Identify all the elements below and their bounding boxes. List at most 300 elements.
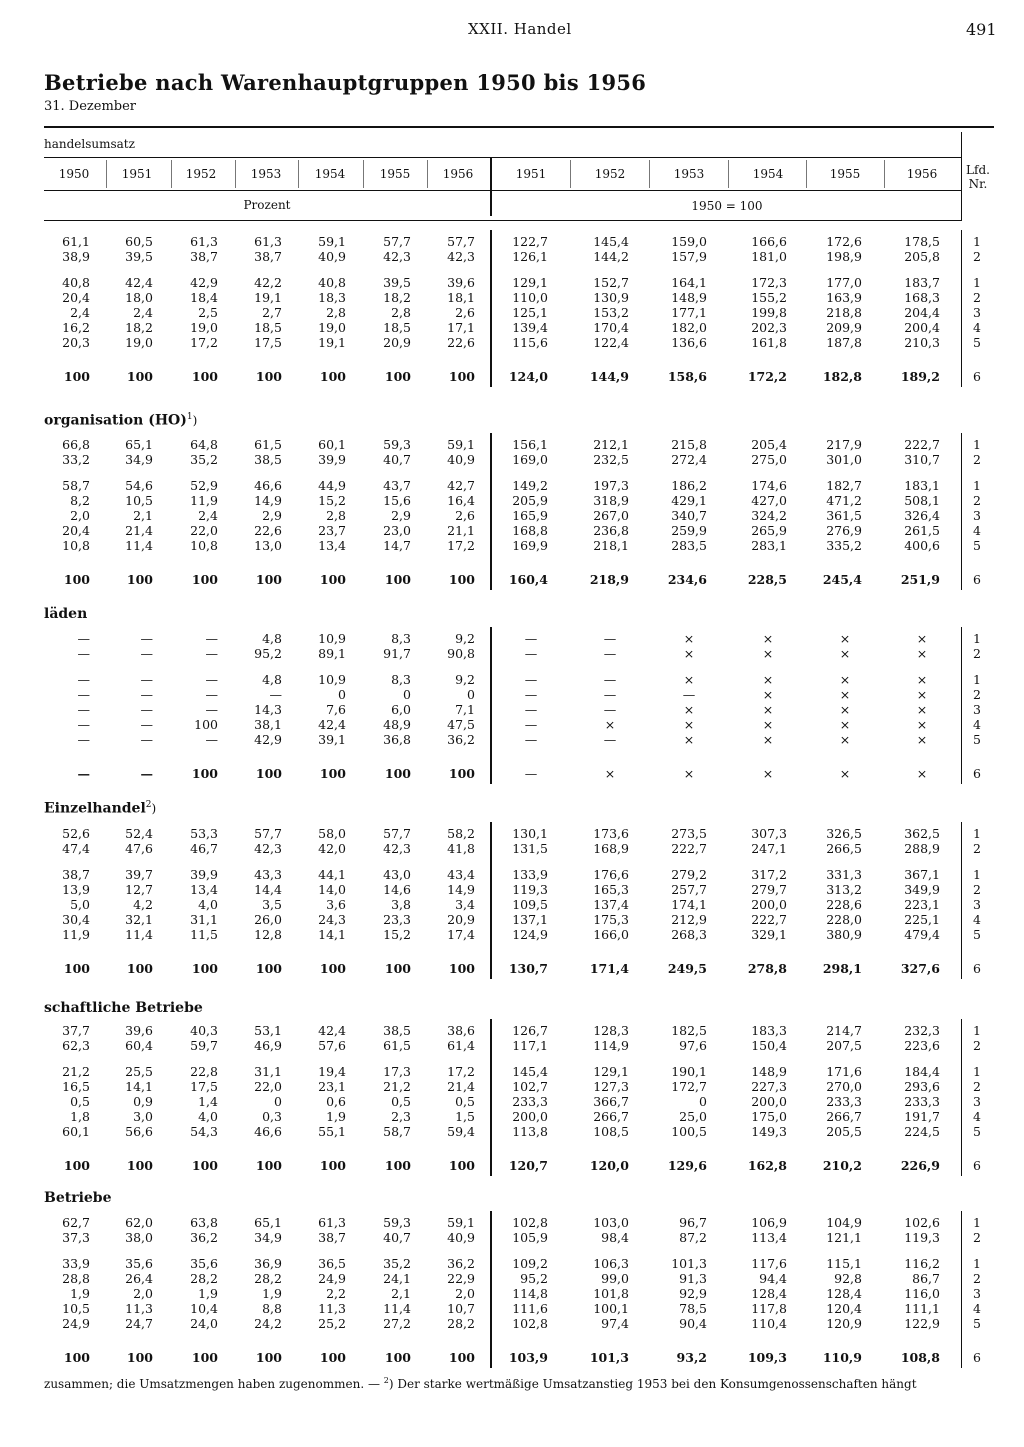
- share-cell-1952: 28,2: [190, 1271, 218, 1286]
- share-cell-1950: 20,3: [62, 335, 90, 350]
- index-cell-1954: 106,9: [751, 1215, 787, 1230]
- share-cell-1955: 100: [384, 369, 411, 384]
- col-header-index-1956: 1956: [906, 167, 938, 181]
- share-cell-1954: 0: [338, 687, 346, 702]
- index-cell-1955: ×: [839, 732, 851, 747]
- index-cell-1953: 222,7: [671, 841, 707, 856]
- share-cell-1953: 28,2: [254, 1271, 282, 1286]
- index-cell-1952: 266,7: [593, 1109, 629, 1124]
- share-cell-1955: 23,3: [383, 912, 411, 927]
- lfd-number: 1: [973, 631, 981, 646]
- share-cell-1954: 57,6: [318, 1038, 346, 1053]
- share-cell-1953: 2,7: [262, 305, 282, 320]
- share-cell-1953: 1,9: [262, 1286, 282, 1301]
- share-cell-1956: 2,6: [455, 305, 475, 320]
- section-title: [44, 412, 197, 429]
- share-cell-1954: 11,3: [318, 1301, 346, 1316]
- share-cell-1955: 42,3: [383, 841, 411, 856]
- share-cell-1954: 39,1: [318, 732, 346, 747]
- share-cell-1950: —: [77, 717, 90, 732]
- index-cell-1955: 182,7: [826, 478, 862, 493]
- share-cell-1950: —: [77, 732, 90, 747]
- share-cell-1954: 42,0: [318, 841, 346, 856]
- index-cell-1954: 427,0: [751, 493, 787, 508]
- index-cell-1952: —: [603, 672, 617, 687]
- table-row: [0, 687, 1024, 702]
- share-cell-1956: 90,8: [447, 646, 475, 661]
- share-cell-1955: 17,3: [383, 1064, 411, 1079]
- index-cell-1951: 109,2: [512, 1256, 548, 1271]
- share-cell-1956: 100: [448, 369, 475, 384]
- share-cell-1953: 34,9: [254, 1230, 282, 1245]
- index-cell-1956: ×: [916, 646, 928, 661]
- index-cell-1956: ×: [916, 631, 928, 646]
- index-cell-1951: 102,8: [512, 1316, 548, 1331]
- share-cell-1953: 0,3: [262, 1109, 282, 1124]
- index-cell-1955: ×: [839, 766, 851, 781]
- index-cell-1955: 266,7: [826, 1109, 862, 1124]
- share-cell-1956: 59,1: [447, 1215, 475, 1230]
- index-cell-1953: 177,1: [671, 305, 707, 320]
- section-title-text: schaftliche Betriebe: [44, 1000, 203, 1016]
- index-cell-1951: 156,1: [512, 437, 548, 452]
- share-cell-1952: —: [205, 732, 218, 747]
- index-cell-1951: 145,4: [512, 1064, 548, 1079]
- index-cell-1954: 148,9: [751, 1064, 787, 1079]
- index-cell-1953: 212,9: [671, 912, 707, 927]
- index-cell-1955: 335,2: [826, 538, 862, 553]
- share-cell-1956: 59,1: [447, 437, 475, 452]
- table-row: [0, 646, 1024, 661]
- share-cell-1951: 0,9: [133, 1094, 153, 1109]
- index-cell-1951: —: [524, 631, 538, 646]
- share-cell-1951: 38,0: [125, 1230, 153, 1245]
- index-cell-1953: 0: [699, 1094, 707, 1109]
- share-cell-1956: 42,3: [447, 249, 475, 264]
- index-cell-1955: 361,5: [826, 508, 862, 523]
- lfd-number: 2: [973, 687, 981, 702]
- table-row: [0, 702, 1024, 717]
- index-cell-1953: 234,6: [667, 572, 707, 587]
- share-cell-1951: 47,6: [125, 841, 153, 856]
- share-cell-1953: 61,5: [254, 437, 282, 452]
- lfd-number: 1: [973, 1215, 981, 1230]
- index-cell-1951: 115,6: [512, 335, 548, 350]
- index-cell-1956: 189,2: [900, 369, 940, 384]
- share-cell-1950: 62,3: [62, 1038, 90, 1053]
- share-cell-1954: 58,0: [318, 826, 346, 841]
- share-cell-1954: 100: [319, 961, 346, 976]
- share-cell-1956: 21,1: [447, 523, 475, 538]
- index-cell-1952: 122,4: [593, 335, 629, 350]
- index-cell-1955: 177,0: [826, 275, 862, 290]
- table-row-total: [0, 961, 1024, 976]
- share-cell-1951: 56,6: [125, 1124, 153, 1139]
- share-cell-1950: 1,8: [70, 1109, 90, 1124]
- index-cell-1955: 266,5: [826, 841, 862, 856]
- share-cell-1951: 10,5: [125, 493, 153, 508]
- share-cell-1952: 17,2: [190, 335, 218, 350]
- share-cell-1952: 22,8: [190, 1064, 218, 1079]
- table-row: [0, 1286, 1024, 1301]
- share-cell-1955: 0: [403, 687, 411, 702]
- index-cell-1951: 137,1: [512, 912, 548, 927]
- share-cell-1955: 38,5: [383, 1023, 411, 1038]
- lfd-header-text: Lfd. Nr.: [966, 163, 990, 191]
- share-cell-1951: 14,1: [125, 1079, 153, 1094]
- share-cell-1953: 13,0: [254, 538, 282, 553]
- share-cell-1951: —: [140, 631, 153, 646]
- share-cell-1954: 10,9: [318, 672, 346, 687]
- index-cell-1953: 25,0: [679, 1109, 707, 1124]
- index-cell-1952: 100,1: [593, 1301, 629, 1316]
- index-cell-1952: —: [603, 702, 617, 717]
- col-header-share-1951: 1951: [121, 167, 153, 181]
- index-cell-1952: 128,3: [593, 1023, 629, 1038]
- index-cell-1953: 164,1: [671, 275, 707, 290]
- index-cell-1951: 119,3: [512, 882, 548, 897]
- index-cell-1951: 169,0: [512, 452, 548, 467]
- index-cell-1952: 171,4: [589, 961, 629, 976]
- share-cell-1955: 15,2: [383, 927, 411, 942]
- index-cell-1952: 168,9: [593, 841, 629, 856]
- index-cell-1954: 150,4: [751, 1038, 787, 1053]
- index-cell-1952: 130,9: [593, 290, 629, 305]
- index-cell-1952: 175,3: [593, 912, 629, 927]
- share-cell-1955: 43,0: [383, 867, 411, 882]
- index-cell-1953: ×: [683, 702, 695, 717]
- section-footnote-marker: 2: [145, 800, 152, 810]
- index-cell-1952: 114,9: [593, 1038, 629, 1053]
- share-cell-1952: 100: [191, 1158, 218, 1173]
- lfd-number: 3: [973, 508, 981, 523]
- table-row: [0, 275, 1024, 290]
- index-cell-1952: 129,1: [593, 1064, 629, 1079]
- header-rule-2: [44, 190, 962, 191]
- share-cell-1956: 39,6: [447, 275, 475, 290]
- share-cell-1954: 24,3: [318, 912, 346, 927]
- index-cell-1955: 228,0: [826, 912, 862, 927]
- index-cell-1954: ×: [762, 732, 774, 747]
- index-cell-1956: 222,7: [904, 437, 940, 452]
- index-cell-1953: 91,3: [679, 1271, 707, 1286]
- share-cell-1952: 11,5: [190, 927, 218, 942]
- lfd-number: 6: [973, 766, 981, 781]
- index-cell-1953: 273,5: [671, 826, 707, 841]
- table-row: [0, 1109, 1024, 1124]
- index-cell-1956: 223,1: [904, 897, 940, 912]
- index-cell-1954: 149,3: [751, 1124, 787, 1139]
- table-row: [0, 1230, 1024, 1245]
- col-header-share-1955: 1955: [379, 167, 411, 181]
- index-cell-1956: 102,6: [904, 1215, 940, 1230]
- share-cell-1954: 44,1: [318, 867, 346, 882]
- index-cell-1952: —: [603, 687, 617, 702]
- index-cell-1951: 113,8: [512, 1124, 548, 1139]
- share-cell-1952: 1,9: [198, 1286, 218, 1301]
- share-cell-1953: 22,0: [254, 1079, 282, 1094]
- share-cell-1956: 22,6: [447, 335, 475, 350]
- share-cell-1952: 40,3: [190, 1023, 218, 1038]
- share-cell-1951: 2,0: [133, 1286, 153, 1301]
- share-cell-1956: 10,7: [447, 1301, 475, 1316]
- share-cell-1951: 21,4: [125, 523, 153, 538]
- index-cell-1953: 92,9: [679, 1286, 707, 1301]
- index-cell-1951: 122,7: [512, 234, 548, 249]
- index-cell-1952: 318,9: [593, 493, 629, 508]
- share-cell-1951: 54,6: [125, 478, 153, 493]
- table-row: [0, 1023, 1024, 1038]
- share-cell-1951: 2,4: [133, 305, 153, 320]
- index-cell-1953: 90,4: [679, 1316, 707, 1331]
- share-cell-1950: 20,4: [62, 290, 90, 305]
- share-cell-1952: 52,9: [190, 478, 218, 493]
- table-row-total: [0, 572, 1024, 587]
- share-cell-1955: 58,7: [383, 1124, 411, 1139]
- index-cell-1953: 257,7: [671, 882, 707, 897]
- share-cell-1955: 91,7: [383, 646, 411, 661]
- index-cell-1952: 197,3: [593, 478, 629, 493]
- share-cell-1955: 14,6: [383, 882, 411, 897]
- share-cell-1951: 11,4: [125, 538, 153, 553]
- share-cell-1953: 46,9: [254, 1038, 282, 1053]
- share-cell-1952: 13,4: [190, 882, 218, 897]
- lfd-number: 3: [973, 702, 981, 717]
- lfd-number: 3: [973, 897, 981, 912]
- share-cell-1951: 39,5: [125, 249, 153, 264]
- table-row: [0, 523, 1024, 538]
- index-cell-1954: 278,8: [747, 961, 787, 976]
- share-cell-1955: 14,7: [383, 538, 411, 553]
- unit-index-label: 1950 = 100: [691, 199, 763, 213]
- share-cell-1953: 31,1: [254, 1064, 282, 1079]
- index-cell-1955: 210,2: [822, 1158, 862, 1173]
- index-cell-1956: 86,7: [912, 1271, 940, 1286]
- index-cell-1956: 183,1: [904, 478, 940, 493]
- share-cell-1950: 100: [63, 369, 90, 384]
- share-cell-1955: 23,0: [383, 523, 411, 538]
- share-cell-1955: 2,1: [391, 1286, 411, 1301]
- header-col-separator: [728, 160, 729, 188]
- index-cell-1953: 148,9: [671, 290, 707, 305]
- index-cell-1954: 109,3: [747, 1350, 787, 1365]
- share-cell-1950: 21,2: [62, 1064, 90, 1079]
- share-cell-1950: 33,9: [62, 1256, 90, 1271]
- share-cell-1953: 4,8: [262, 672, 282, 687]
- footnote-text: [44, 1376, 917, 1391]
- share-cell-1953: 46,6: [254, 1124, 282, 1139]
- share-cell-1951: 42,4: [125, 275, 153, 290]
- table-row-total: [0, 766, 1024, 781]
- index-cell-1956: ×: [916, 766, 928, 781]
- table-row: [0, 249, 1024, 264]
- index-cell-1954: 175,0: [751, 1109, 787, 1124]
- share-cell-1955: 100: [384, 1350, 411, 1365]
- table-row: [0, 320, 1024, 335]
- table-row: [0, 452, 1024, 467]
- share-cell-1956: 2,6: [455, 508, 475, 523]
- index-cell-1954: 200,0: [751, 1094, 787, 1109]
- index-cell-1954: 199,8: [751, 305, 787, 320]
- share-cell-1952: 100: [191, 369, 218, 384]
- share-cell-1956: 9,2: [455, 631, 475, 646]
- share-cell-1951: 35,6: [125, 1256, 153, 1271]
- share-cell-1952: 63,8: [190, 1215, 218, 1230]
- index-cell-1955: 207,5: [826, 1038, 862, 1053]
- share-cell-1950: 37,7: [62, 1023, 90, 1038]
- index-cell-1951: 124,9: [512, 927, 548, 942]
- share-cell-1952: 61,3: [190, 234, 218, 249]
- share-cell-1951: —: [140, 646, 153, 661]
- index-cell-1955: 120,4: [826, 1301, 862, 1316]
- index-cell-1952: 144,2: [593, 249, 629, 264]
- index-cell-1952: 153,2: [593, 305, 629, 320]
- index-cell-1953: 78,5: [679, 1301, 707, 1316]
- index-cell-1951: —: [524, 732, 538, 747]
- section-title-text: läden: [44, 606, 88, 622]
- share-cell-1954: 23,1: [318, 1079, 346, 1094]
- footnote-paren: ): [192, 413, 198, 428]
- index-cell-1952: 145,4: [593, 234, 629, 249]
- share-cell-1954: 40,8: [318, 275, 346, 290]
- index-cell-1951: 110,0: [512, 290, 548, 305]
- share-cell-1950: 5,0: [70, 897, 90, 912]
- index-cell-1954: 324,2: [751, 508, 787, 523]
- share-cell-1952: 31,1: [190, 912, 218, 927]
- footnote-part-2: ) Der starke wertmäßige Umsatzanstieg 1953 bei den Konsumgenossenschaften hängt: [388, 1377, 917, 1391]
- table-row: [0, 1064, 1024, 1079]
- table-row: [0, 1271, 1024, 1286]
- index-cell-1956: 183,7: [904, 275, 940, 290]
- share-cell-1954: 10,9: [318, 631, 346, 646]
- section-title-text: Betriebe: [44, 1190, 112, 1206]
- share-cell-1953: 100: [255, 1158, 282, 1173]
- share-cell-1952: —: [205, 687, 218, 702]
- share-cell-1953: 14,3: [254, 702, 282, 717]
- index-cell-1953: ×: [683, 717, 695, 732]
- share-cell-1956: 17,2: [447, 538, 475, 553]
- lfd-number: 2: [973, 882, 981, 897]
- share-cell-1954: 60,1: [318, 437, 346, 452]
- share-cell-1953: 100: [255, 1350, 282, 1365]
- index-cell-1954: 227,3: [751, 1079, 787, 1094]
- table-row: [0, 508, 1024, 523]
- share-cell-1952: 100: [191, 766, 218, 781]
- share-cell-1954: 14,0: [318, 882, 346, 897]
- lfd-number: 3: [973, 1094, 981, 1109]
- share-cell-1950: 100: [63, 1350, 90, 1365]
- index-cell-1951: 133,9: [512, 867, 548, 882]
- index-cell-1953: —: [682, 687, 696, 702]
- share-cell-1950: —: [77, 766, 90, 781]
- table-row: [0, 538, 1024, 553]
- share-cell-1951: 19,0: [125, 335, 153, 350]
- share-cell-1956: 59,4: [447, 1124, 475, 1139]
- share-cell-1955: 27,2: [383, 1316, 411, 1331]
- share-cell-1954: 19,0: [318, 320, 346, 335]
- share-cell-1950: 52,6: [62, 826, 90, 841]
- table-row: [0, 927, 1024, 942]
- share-cell-1955: 20,9: [383, 335, 411, 350]
- index-cell-1951: 105,9: [512, 1230, 548, 1245]
- share-cell-1954: 24,9: [318, 1271, 346, 1286]
- share-cell-1954: 23,7: [318, 523, 346, 538]
- share-cell-1953: 38,7: [254, 249, 282, 264]
- index-cell-1954: 161,8: [751, 335, 787, 350]
- share-cell-1953: 38,5: [254, 452, 282, 467]
- index-cell-1954: 307,3: [751, 826, 787, 841]
- share-cell-1953: 14,9: [254, 493, 282, 508]
- share-cell-1952: 38,7: [190, 249, 218, 264]
- table-row: [0, 493, 1024, 508]
- share-cell-1956: 47,5: [447, 717, 475, 732]
- share-cell-1952: 2,5: [198, 305, 218, 320]
- index-cell-1951: 103,9: [508, 1350, 548, 1365]
- share-cell-1955: 48,9: [383, 717, 411, 732]
- table-row: [0, 437, 1024, 452]
- index-cell-1951: 200,0: [512, 1109, 548, 1124]
- index-cell-1956: 111,1: [904, 1301, 940, 1316]
- index-cell-1951: 149,2: [512, 478, 548, 493]
- index-cell-1955: 171,6: [826, 1064, 862, 1079]
- lfd-number: 5: [973, 1124, 981, 1139]
- share-cell-1956: 40,9: [447, 452, 475, 467]
- share-cell-1950: 47,4: [62, 841, 90, 856]
- share-cell-1952: 53,3: [190, 826, 218, 841]
- lfd-number: 2: [973, 1079, 981, 1094]
- share-cell-1952: 24,0: [190, 1316, 218, 1331]
- table-row: [0, 912, 1024, 927]
- share-cell-1952: 36,2: [190, 1230, 218, 1245]
- share-cell-1951: 100: [126, 1350, 153, 1365]
- lfd-number: 6: [973, 572, 981, 587]
- share-cell-1951: 100: [126, 369, 153, 384]
- index-cell-1951: 233,3: [512, 1094, 548, 1109]
- share-cell-1950: 11,9: [62, 927, 90, 942]
- share-cell-1951: 60,5: [125, 234, 153, 249]
- lfd-number: 5: [973, 335, 981, 350]
- index-cell-1954: 279,7: [751, 882, 787, 897]
- index-cell-1953: 158,6: [667, 369, 707, 384]
- share-cell-1956: 17,2: [447, 1064, 475, 1079]
- index-cell-1952: 165,3: [593, 882, 629, 897]
- share-cell-1956: 58,2: [447, 826, 475, 841]
- section-title: [44, 606, 87, 622]
- index-cell-1955: 380,9: [826, 927, 862, 942]
- index-cell-1956: 362,5: [904, 826, 940, 841]
- index-cell-1954: 155,2: [751, 290, 787, 305]
- share-cell-1955: 18,2: [383, 290, 411, 305]
- index-cell-1952: 173,6: [593, 826, 629, 841]
- share-cell-1956: 38,6: [447, 1023, 475, 1038]
- index-cell-1955: 228,6: [826, 897, 862, 912]
- share-cell-1950: 37,3: [62, 1230, 90, 1245]
- share-cell-1956: 17,1: [447, 320, 475, 335]
- col-header-index-1951: 1951: [515, 167, 547, 181]
- lfd-number: 1: [973, 437, 981, 452]
- index-cell-1952: 218,9: [589, 572, 629, 587]
- index-cell-1956: 168,3: [904, 290, 940, 305]
- share-cell-1952: —: [205, 631, 218, 646]
- share-cell-1951: 39,7: [125, 867, 153, 882]
- share-cell-1952: 54,3: [190, 1124, 218, 1139]
- share-cell-1956: 18,1: [447, 290, 475, 305]
- share-cell-1955: 42,3: [383, 249, 411, 264]
- lfd-number: 6: [973, 1350, 981, 1365]
- table-row: [0, 1079, 1024, 1094]
- share-cell-1954: 44,9: [318, 478, 346, 493]
- share-cell-1952: —: [205, 646, 218, 661]
